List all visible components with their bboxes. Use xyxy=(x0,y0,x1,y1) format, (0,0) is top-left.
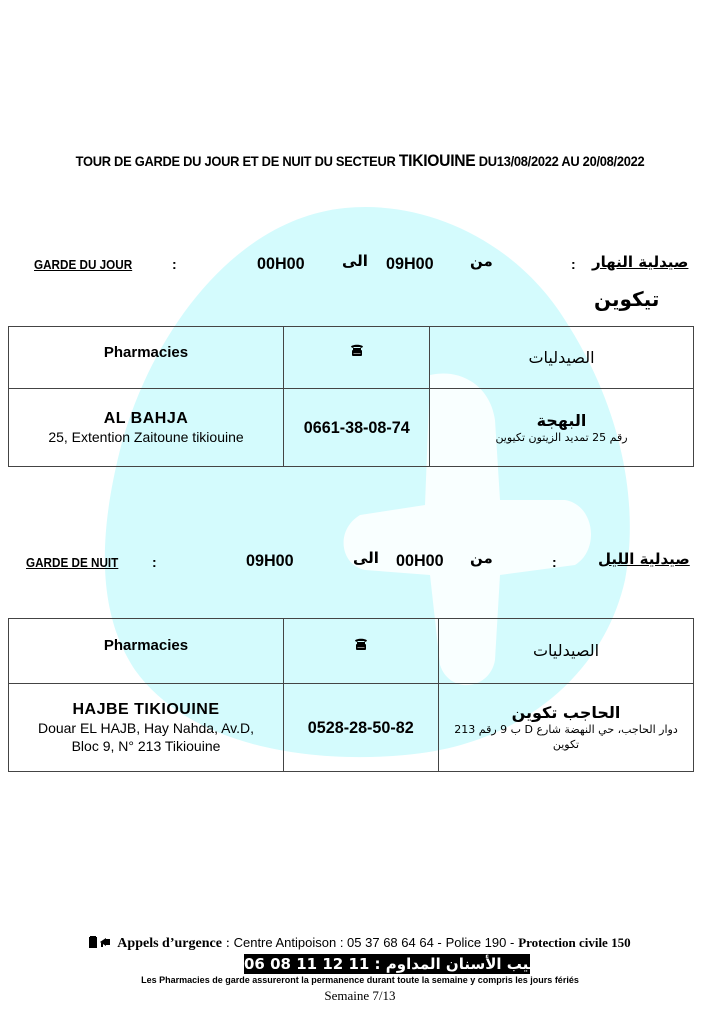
night-shift-label: GARDE DE NUIT xyxy=(26,555,119,570)
pharmacy-ar-cell xyxy=(430,389,694,467)
pharmacy-fr-cell xyxy=(9,684,284,772)
table-header-row xyxy=(9,619,694,684)
pharmacy-ar-cell xyxy=(439,684,694,772)
header-pharmacies-ar: الصيدليات xyxy=(430,327,694,389)
pharmacy-address-fr: 25, Extention Zaitoune tikiouine xyxy=(48,428,244,445)
day-shift-label: GARDE DU JOUR xyxy=(34,257,133,272)
header-phone xyxy=(284,327,430,389)
pharmacy-address-fr-line1: Douar EL HAJB, Hay Nahda, Av.D, xyxy=(37,719,255,736)
night-from-ar: من xyxy=(470,549,493,567)
pharmacy-phone-cell xyxy=(284,389,430,467)
header-pharmacies-ar: الصيدليات xyxy=(439,619,694,684)
telephone-icon xyxy=(350,343,364,357)
title-prefix: TOUR DE GARDE DU JOUR ET DE NUIT DU SECTEUR xyxy=(75,153,396,169)
pharmacy-phone-cell xyxy=(284,684,439,772)
pharmacy-phone[interactable]: 0528-28-50-82 xyxy=(308,717,414,737)
pharmacy-name-ar: البهجة xyxy=(536,410,587,430)
on-call-dentist-banner: طبيب الأسنان المداوم : 11 12 11 08 06 xyxy=(244,955,550,973)
permanence-notice: Les Pharmacies de garde assureront la permanence durant toute la semaine y compris les jours fériés xyxy=(141,975,579,985)
table-row xyxy=(9,684,694,772)
day-shift-colon: : xyxy=(172,256,177,272)
night-shift-colon: : xyxy=(152,554,157,570)
night-time-from: 00H00 xyxy=(396,551,444,570)
night-to-ar: الى xyxy=(353,549,379,567)
table-row xyxy=(9,389,694,467)
header-phone xyxy=(284,619,439,684)
day-time-to: 00H00 xyxy=(257,254,305,273)
emergency-sep: : xyxy=(225,936,230,951)
document-title xyxy=(29,151,691,171)
antipoison-center: Centre Antipoison : 05 37 68 64 64 - xyxy=(233,935,442,950)
night-shift-label-ar: صيدلية الليل xyxy=(598,550,690,568)
civil-protection-number: Protection civile 150 xyxy=(518,935,631,950)
sector-name: TIKIOUINE xyxy=(398,151,476,170)
emergency-calls-line xyxy=(0,934,720,952)
pharmacy-fr-cell xyxy=(9,389,284,467)
police-number: Police 190 - xyxy=(445,935,515,950)
pharmacy-address-ar: رقم 25 تمديد الزيتون تكيوين xyxy=(495,430,628,444)
telephone-icon xyxy=(354,637,368,651)
city-name-ar: تيكوين xyxy=(594,287,660,311)
emergency-label: Appels d’urgence xyxy=(117,936,222,951)
week-indicator: Semaine 7/13 xyxy=(324,988,396,1003)
day-shift-label-ar: صيدلية النهار xyxy=(592,253,689,271)
night-pharmacy-table xyxy=(8,618,694,772)
pharmacy-name-fr: HAJBE TIKIOUINE xyxy=(72,700,220,718)
day-time-from: 09H00 xyxy=(386,254,434,273)
pharmacy-address-fr-line2: Bloc 9, N° 213 Tikiouine xyxy=(71,737,221,754)
day-to-ar: الى xyxy=(342,252,368,270)
day-from-ar: من xyxy=(470,252,493,270)
day-shift-colon-ar: : xyxy=(571,256,576,272)
header-pharmacies-fr: Pharmacies xyxy=(9,619,284,684)
pharmacy-phone[interactable]: 0661-38-08-74 xyxy=(303,417,410,437)
night-shift-colon-ar: : xyxy=(552,554,557,570)
pharmacy-address-ar-line1: دوار الحاجب، حي النهضة شارع D ب 9 رقم 213 xyxy=(454,723,678,736)
day-pharmacy-table xyxy=(8,326,694,467)
pharmacy-name-fr: AL BAHJA xyxy=(103,409,189,427)
title-date-range: DU13/08/2022 AU 20/08/2022 xyxy=(478,153,645,169)
phone-megaphone-icon xyxy=(89,935,113,951)
pharmacy-address-ar-line2: تكوين xyxy=(552,738,580,751)
header-pharmacies-fr: Pharmacies xyxy=(9,327,284,389)
night-time-to: 09H00 xyxy=(246,551,294,570)
table-header-row xyxy=(9,327,694,389)
pharmacy-name-ar: الحاجب تكوين xyxy=(511,703,621,722)
